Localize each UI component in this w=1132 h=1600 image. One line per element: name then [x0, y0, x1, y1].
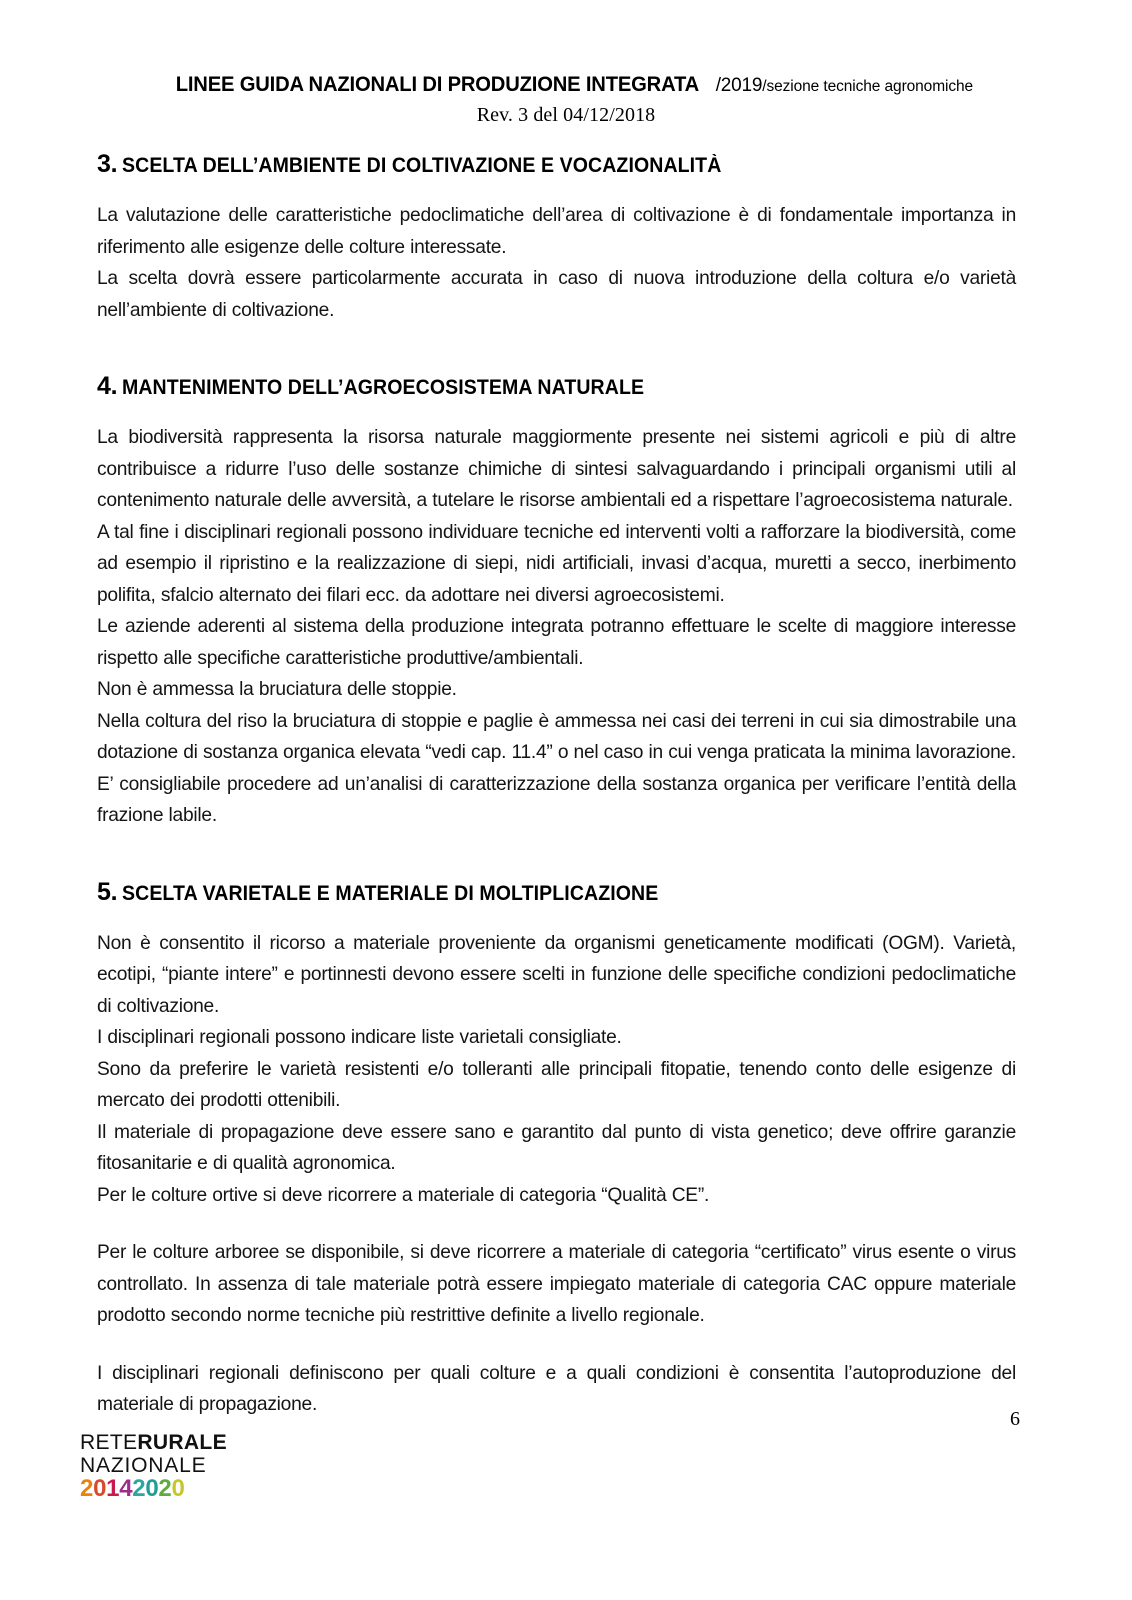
document-header	[0, 0, 1132, 127]
section-title-4: MANTENIMENTO DELL’AGROECOSISTEMA NATURALE	[121, 376, 644, 399]
paragraph: A tal fine i disciplinari regionali possono individuare tecniche ed interventi volti a rafforzare la biodiversità, come ad esempio il ripristino e la realizzazione di siepi, nidi artificiali, invasi d’acqua, muretti a secco, inerbimento polifita, sfalcio alternato dei filari ecc. da adottare nei diversi agroecosistemi.	[97, 521, 1016, 606]
logo-year-digit: 2	[158, 1475, 172, 1502]
header-title-section: /sezione tecniche agronomiche	[762, 78, 974, 95]
paragraph: I disciplinari regionali definiscono per quali colture e a quali condizioni è consentita l’autoproduzione del materiale di propagazione.	[97, 1362, 1016, 1415]
section-title-3: SCELTA DELL’AMBIENTE DI COLTIVAZIONE E VOCAZIONALITÀ	[121, 154, 722, 177]
header-title-main: LINEE GUIDA NAZIONALI DI PRODUZIONE INTEGRATA	[175, 72, 700, 96]
paragraph: Per le colture arboree se disponibile, si deve ricorrere a materiale di categoria “certificato” virus esente o virus controllato. In assenza di tale materiale potrà essere impiegato materiale di categoria CAC oppure materiale prodotto secondo norme tecniche più restrittive definite a livello regionale.	[97, 1242, 1016, 1326]
paragraph: I disciplinari regionali possono indicare liste varietali consigliate.	[97, 1027, 622, 1048]
paragraph: Il materiale di propagazione deve essere sano e garantito dal punto di vista genetico; deve offrire garanzie fitosanitarie e di qualità agronomica.	[97, 1121, 1016, 1174]
section-number-5: 5.	[97, 877, 118, 906]
paragraph: Non è consentito il ricorso a materiale proveniente da organismi geneticamente modificati (OGM). Varietà, ecotipi, “piante intere” e portinnesti devono essere scelti in funzione delle specifiche condizioni pedoclimatiche di coltivazione.	[97, 932, 1016, 1017]
section-heading-5	[97, 878, 1016, 907]
logo-year-digit: 1	[106, 1475, 120, 1502]
logo-year-digit: 4	[119, 1475, 133, 1502]
paragraph: Sono da preferire le varietà resistenti e/o tolleranti alle principali fitopatie, tenendo conto delle esigenze di mercato dei prodotti ottenibili.	[97, 1058, 1016, 1111]
logo-year-digit: 0	[93, 1475, 107, 1502]
rete-rurale-nazionale-logo	[80, 1432, 230, 1501]
logo-line-one	[80, 1432, 227, 1454]
header-revision: Rev. 3 del 04/12/2018	[476, 103, 656, 126]
section-number-4: 4.	[97, 372, 118, 400]
paragraph: Per le colture ortive si deve ricorrere a materiale di categoria “Qualità CE”.	[97, 1184, 710, 1206]
document-body	[97, 150, 1016, 1421]
logo-year-digit: 2	[132, 1475, 146, 1502]
paragraph: Le aziende aderenti al sistema della produzione integrata potranno effettuare le scelte di maggiore interesse rispetto alle specifiche caratteristiche produttive/ambientali.	[97, 616, 1016, 669]
logo-text-rete: RETE	[80, 1430, 138, 1454]
paragraph: La valutazione delle caratteristiche pedoclimatiche dell’area di coltivazione è di fondamentale importanza in riferimento alle esigenze delle colture interessate.	[97, 205, 1016, 258]
header-title-year: /2019	[715, 75, 763, 96]
paragraph: La scelta dovrà essere particolarmente accurata in caso di nuova introduzione della coltura e/o varietà nell’ambiente di coltivazione.	[97, 268, 1016, 321]
paragraph: Non è ammessa la bruciatura delle stoppie.	[97, 679, 457, 700]
logo-years	[80, 1477, 230, 1501]
logo-text-rurale: RURALE	[137, 1430, 227, 1454]
logo-year-digit: 0	[145, 1475, 159, 1502]
header-title-line	[0, 74, 1132, 96]
page-number: 6	[1010, 1408, 1020, 1430]
logo-text-nazionale: NAZIONALE	[80, 1452, 207, 1477]
section-number-3: 3.	[97, 150, 118, 178]
paragraph: Nella coltura del riso la bruciatura di stoppie e paglie è ammessa nei casi dei terreni in cui sia dimostrabile una dotazione di sostanza organica elevata “vedi cap. 11.4” o nel caso in cui venga praticata la minima lavorazione. E’ consigliabile procedere ad un’analisi di caratterizzazione della sostanza organica per verificare l’entità della frazione labile.	[97, 710, 1016, 826]
logo-year-digit: 2	[80, 1475, 94, 1502]
paragraph: La biodiversità rappresenta la risorsa naturale maggiormente presente nei sistemi agricoli e più di altre contribuisce a ridurre l’uso delle sostanze chimiche di sintesi salvaguardando i principali organismi utili al contenimento naturale delle avversità, a tutelare le risorse ambientali ed a rispettare l’agroecosistema naturale.	[97, 427, 1016, 511]
section-title-5: SCELTA VARIETALE E MATERIALE DI MOLTIPLICAZIONE	[121, 881, 659, 905]
section-heading-3	[97, 150, 1016, 179]
section-heading-4	[97, 372, 1016, 401]
logo-year-digit: 0	[171, 1475, 185, 1502]
